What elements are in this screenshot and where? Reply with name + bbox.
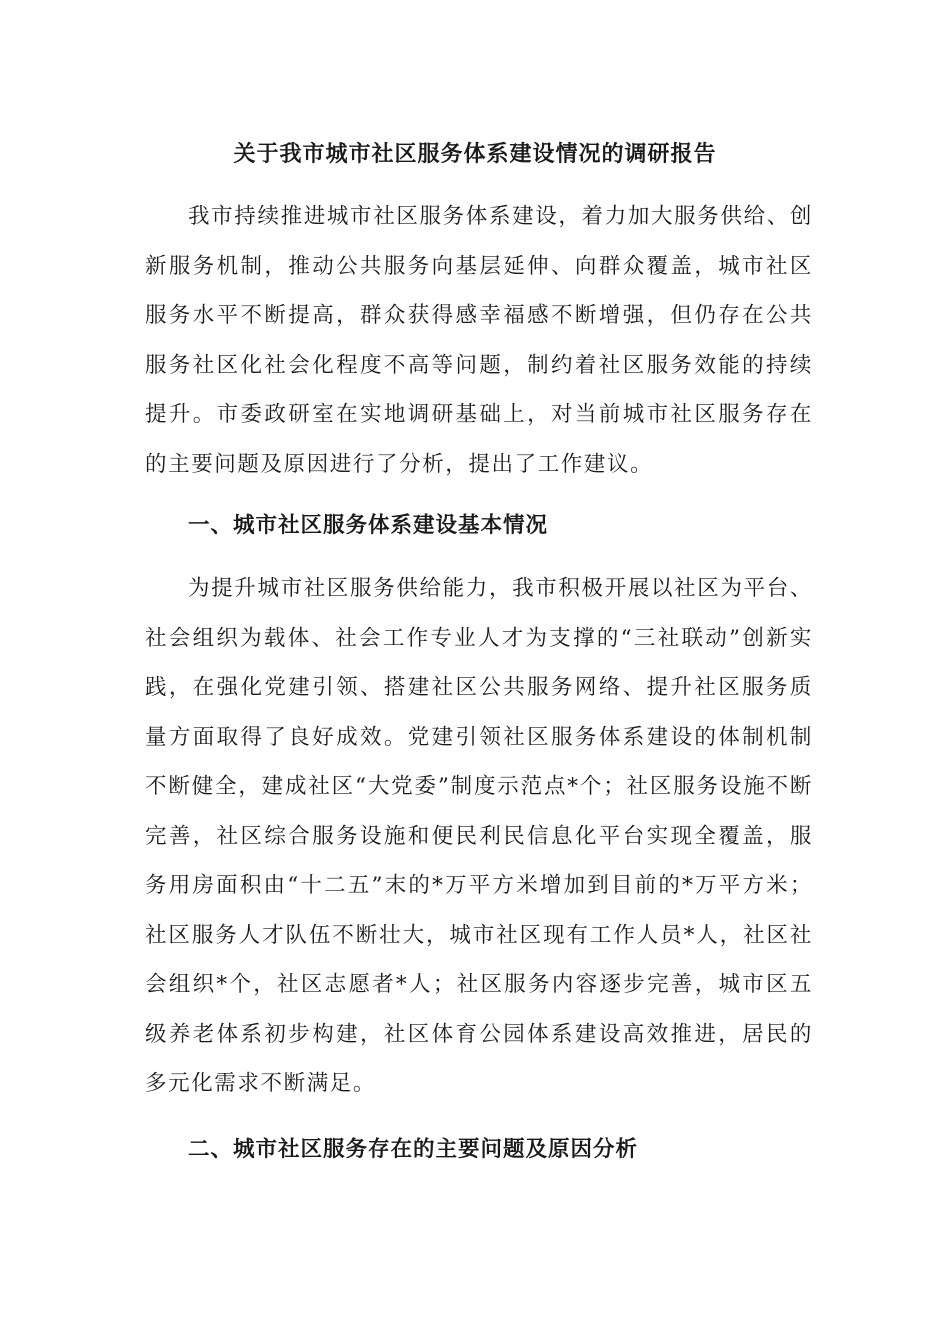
section-1-heading: 一、城市社区服务体系建设基本情况: [188, 513, 549, 538]
section-1-paragraph: 为提升城市社区服务供给能力，我市积极开展以社区为平台、社会组织为载体、社会工作专业人才为支撑的“三社联动”创新实践，在强化党建引领、搭建社区公共服务网络、提升社区服务质量方面取得了良好成效。党建引领社区服务体系建设的体制机制不断健全，建成社区“大党委”制度示范点*个；社区服务设施不断完善，社区综合服务设施和便民利民信息化平台实现全覆盖，服务用房面积由“十二五”末的*万平方米增加到目前的*万平方米；社区服务人才队伍不断壮大，城市社区现有工作人员*人，社区社会组织*个，社区志愿者*人；社区服务内容逐步完善，城市区五级养老体系初步构建，社区体育公园体系建设高效推进，居民的多元化需求不断满足。: [145, 576, 813, 1096]
intro-paragraph: 我市持续推进城市社区服务体系建设，着力加大服务供给、创新服务机制，推动公共服务向基层延伸、向群众覆盖，城市社区服务水平不断提高，群众获得感幸福感不断增强，但仍存在公共服务社区化社会化程度不高等问题，制约着社区服务效能的持续提升。市委政研室在实地调研基础上，对当前城市社区服务存在的主要问题及原因进行了分析，提出了工作建议。: [145, 204, 813, 477]
section-2-heading: 二、城市社区服务存在的主要问题及原因分析: [188, 1137, 639, 1162]
document-title: 关于我市城市社区服务体系建设情况的调研报告: [233, 141, 717, 167]
